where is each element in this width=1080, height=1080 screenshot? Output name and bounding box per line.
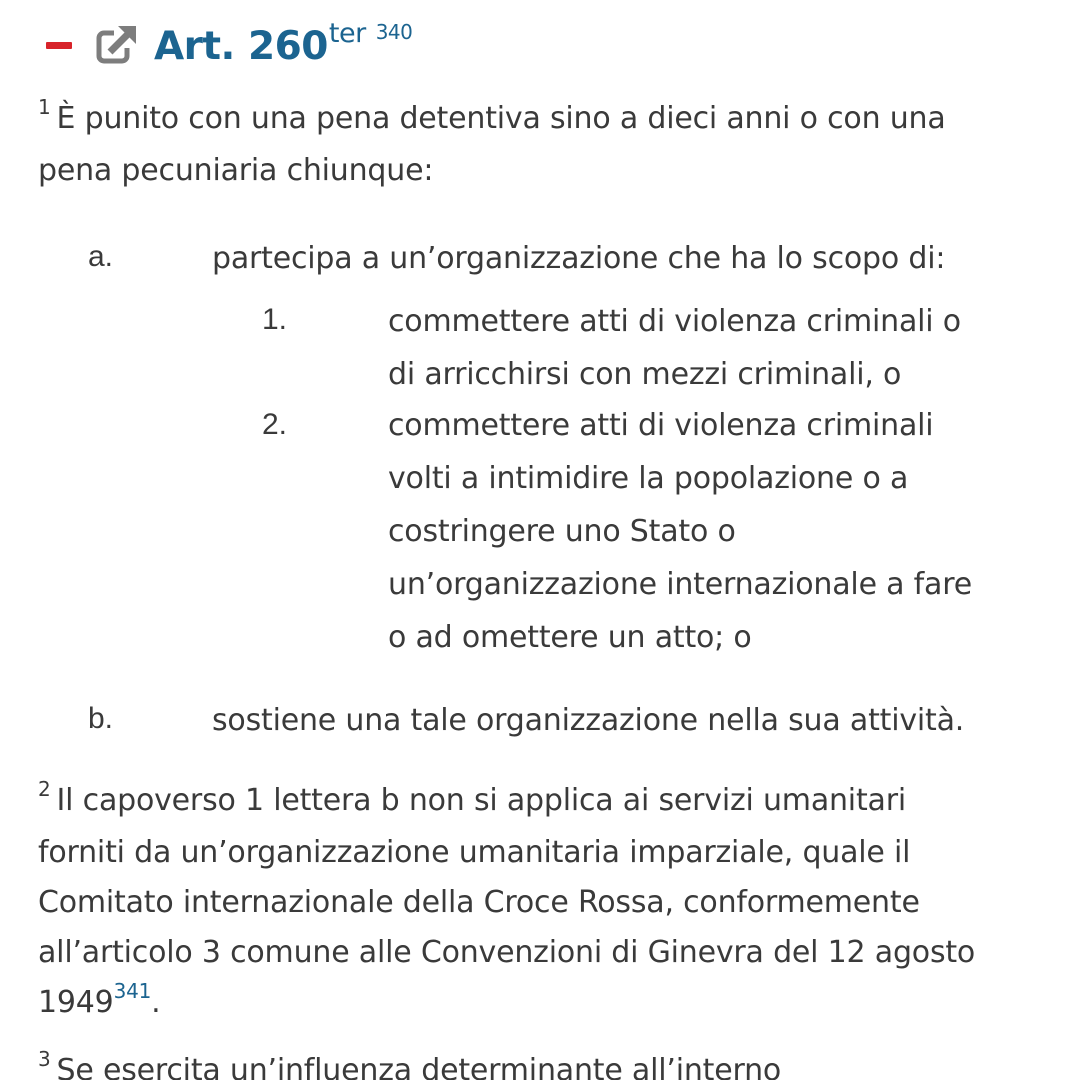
list-marker-b: b. (88, 702, 114, 735)
paragraph-number: 1 (38, 95, 51, 119)
article-title (154, 17, 413, 69)
paragraph-number: 3 (38, 1047, 51, 1071)
list-item-text: o ad omettere un atto; o (388, 620, 752, 655)
paragraph-3-line (38, 1046, 1038, 1080)
paragraph-text: 1949 (38, 985, 114, 1020)
article-header (46, 12, 412, 72)
paragraph-text: forniti da un’organizzazione umanitaria imparziale, quale il (38, 835, 911, 870)
footnote-link-341[interactable]: 341 (113, 979, 152, 1003)
paragraph-2 (38, 776, 1038, 1030)
list-item-text: commettere atti di violenza criminali (388, 408, 934, 443)
list-item-text: costringere uno Stato o (388, 514, 736, 549)
paragraph-2-line (38, 776, 1038, 828)
paragraph-text: È punito con una pena detentiva sino a dieci anni o con una (56, 101, 946, 136)
external-link-icon[interactable] (96, 22, 140, 66)
paragraph-text: Il capoverso 1 lettera b non si applica ai servizi umanitari (56, 783, 906, 818)
paragraph-1-line (38, 94, 1038, 146)
list-item-text: volti a intimidire la popolazione o a (388, 461, 909, 496)
paragraph-1 (38, 94, 1038, 196)
paragraph-text: Comitato internazionale della Croce Rossa, conformemente (38, 885, 920, 920)
list-item-text: commettere atti di violenza criminali o (388, 304, 961, 339)
article-number: Art. 260 (154, 23, 328, 69)
list-marker-a: a. (88, 240, 114, 273)
footnote-link-340[interactable]: 340 (375, 19, 413, 44)
paragraph-text: Se esercita un’influenza determinante all’interno (56, 1053, 782, 1080)
list-marker-2: 2. (262, 408, 288, 441)
paragraph-text: all’articolo 3 comune alle Convenzioni di Ginevra del 12 agosto (38, 935, 976, 970)
list-item-text: di arricchirsi con mezzi criminali, o (388, 357, 902, 392)
paragraph-3 (38, 1046, 1038, 1080)
list-item-a: partecipa a un’organizzazione che ha lo scopo di: (212, 241, 946, 276)
list-marker-1: 1. (262, 303, 288, 336)
list-item-2 (388, 399, 972, 664)
paragraph-number: 2 (38, 777, 51, 801)
list-item-1 (388, 295, 961, 401)
list-item-b: sostiene una tale organizzazione nella sua attività. (212, 703, 965, 738)
article-suffix: ter (328, 17, 366, 49)
list-item-text: un’organizzazione internazionale a fare (388, 567, 972, 602)
minus-icon[interactable] (46, 42, 72, 49)
paragraph-2-last-line (38, 978, 1038, 1030)
paragraph-text: . (151, 985, 161, 1020)
paragraph-text: pena pecuniaria chiunque: (38, 153, 434, 188)
